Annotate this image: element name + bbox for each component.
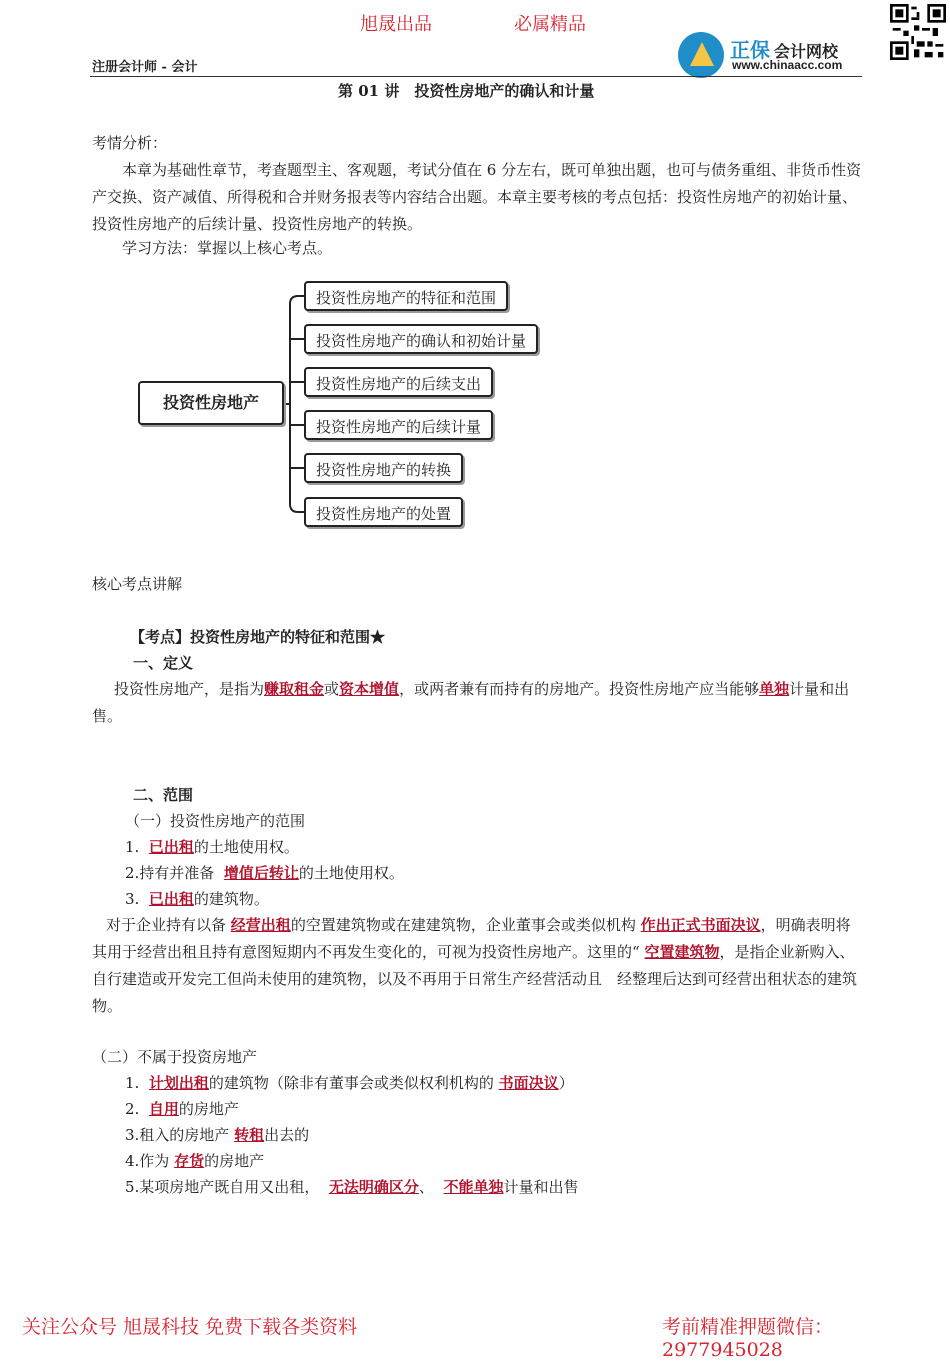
list-item: 2. 自用的房地产 bbox=[125, 1100, 239, 1118]
analysis-heading: 考情分析： bbox=[92, 134, 168, 152]
logo-text: 正保 会计网校 bbox=[730, 40, 839, 62]
list-item: 1. 已出租的土地使用权。 bbox=[125, 838, 299, 856]
page-title: 第 01 讲 投资性房地产的确认和计量 bbox=[338, 82, 595, 100]
mindmap-root: 投资性房地产 bbox=[138, 381, 284, 425]
point-title: 【考点】投资性房地产的特征和范围★ bbox=[130, 628, 386, 646]
list-item: 5.某项房地产既自用又出租， 无法明确区分、 不能单独计量和出售 bbox=[125, 1178, 579, 1196]
subsection-heading: （二）不属于投资房地产 bbox=[92, 1048, 258, 1066]
definition-paragraph: 投资性房地产，是指为赚取租金或资本增值，或两者兼有而持有的房地产。投资性房地产应当能够单独计量和出售。 bbox=[92, 680, 850, 725]
list-item: 3. 已出租的建筑物。 bbox=[125, 890, 269, 908]
section-heading-scope: 二、范围 bbox=[133, 786, 194, 804]
mindmap-branch: 投资性房地产的后续计量 bbox=[304, 410, 493, 440]
list-item: 3.租入的房地产 转租出去的 bbox=[125, 1126, 310, 1144]
mindmap-branch: 投资性房地产的处置 bbox=[304, 497, 463, 527]
logo-url: www.chinaacc.com bbox=[732, 58, 843, 72]
scope-paragraph: 对于企业持有以备 经营出租的空置建筑物或在建建筑物，企业董事会或类似机构 作出正式书面决议，明确表明将其用于经营出租且持有意图短期内不再发生变化的，可视为投资性房地产。这里的“ 空置建筑物，是指企业新购入、自行建造或开发完工但尚未使用的建筑物，以及不再用于日常生产经营活动且 经整理后达到可经营出租状态的建筑物。 bbox=[92, 916, 858, 1015]
course-name: 注册会计师 - 会计 bbox=[92, 60, 198, 75]
core-heading: 核心考点讲解 bbox=[92, 575, 183, 593]
subsection-heading: （一）投资性房地产的范围 bbox=[125, 812, 306, 830]
keyword: 资本增值 bbox=[339, 680, 400, 698]
mindmap-connectors bbox=[0, 0, 950, 560]
mindmap-branch: 投资性房地产的后续支出 bbox=[304, 367, 493, 397]
list-item: 2.持有并准备 增值后转让的土地使用权。 bbox=[125, 864, 404, 882]
list-item: 4.作为 存货的房地产 bbox=[125, 1152, 265, 1170]
mindmap-branch: 投资性房地产的转换 bbox=[304, 453, 463, 483]
list-item: 1. 计划出租的建筑物（除非有董事会或类似权利机构的 书面决议） bbox=[125, 1074, 574, 1092]
keyword: 单独 bbox=[759, 680, 790, 698]
banner-left: 旭晟出品 bbox=[360, 14, 432, 35]
banner-right: 必属精品 bbox=[514, 14, 586, 35]
footer-right: 考前精准押题微信：2977945028 bbox=[662, 1316, 834, 1361]
analysis-paragraph: 本章为基础性章节，考查题型主、客观题，考试分值在 6 分左右，既可单独出题，也可与债务重组、非货币性资产交换、资产减值、所得税和合并财务报表等内容结合出题。本章主要考核的考点包括：投资性房地产的初始计量、投资性房地产的后续计量、投资性房地产的转换。 bbox=[92, 161, 862, 233]
study-method: 学习方法：掌握以上核心考点。 bbox=[92, 239, 333, 257]
mindmap-branch: 投资性房地产的确认和初始计量 bbox=[304, 324, 538, 354]
keyword: 赚取租金 bbox=[264, 680, 325, 698]
section-heading-definition: 一、定义 bbox=[133, 654, 194, 672]
mindmap-branch: 投资性房地产的特征和范围 bbox=[304, 281, 508, 311]
footer-left: 关注公众号 旭晟科技 免费下载各类资料 bbox=[22, 1316, 358, 1338]
